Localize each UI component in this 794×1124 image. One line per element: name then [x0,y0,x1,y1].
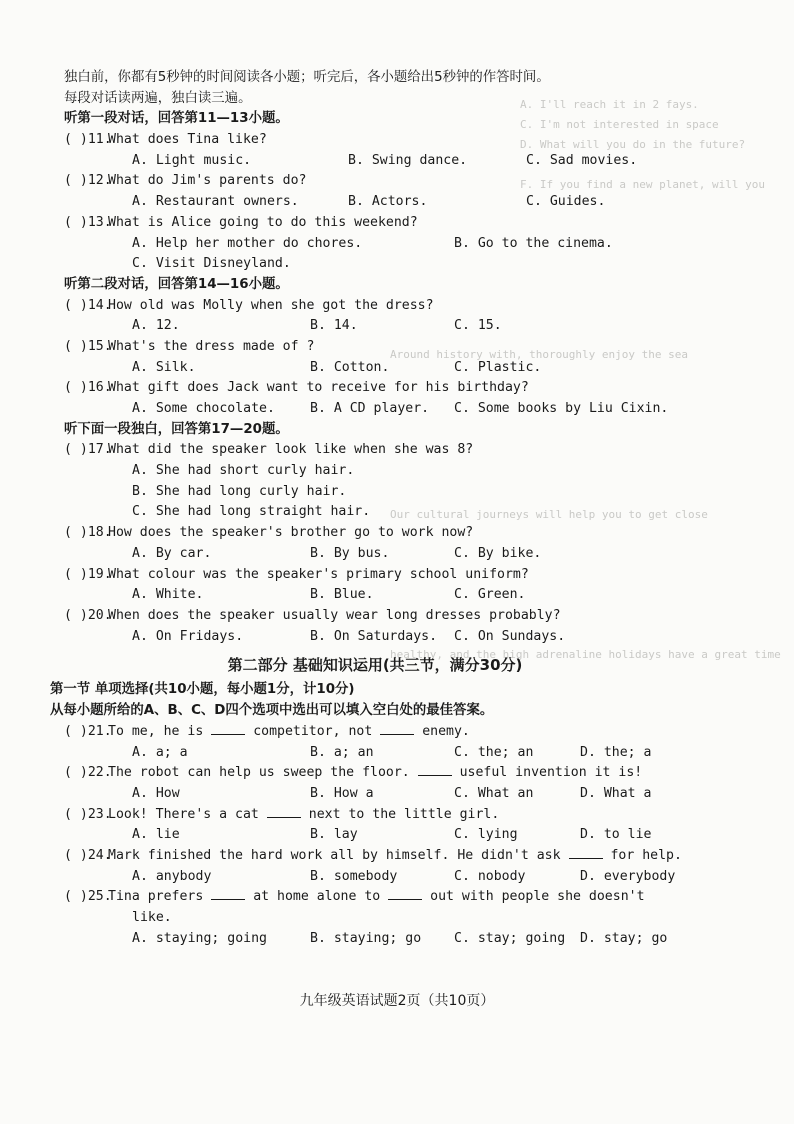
question-14: ( )14. How old was Molly when she got the dress? [64,297,434,313]
bleed-through-text: Around history with, thoroughly enjoy the sea [390,348,689,361]
options-16: A. Some chocolate. B. A CD player. C. Some books by Liu Cixin. [132,401,669,416]
question-21: ( )21. To me, he is competitor, not enemy. [64,723,470,739]
question-20: ( )20. When does the speaker usually wear long dresses probably? [64,607,561,623]
bleed-through-text: A. I'll reach it in 2 fays. [520,98,699,111]
question-17: ( )17. What did the speaker look like when she was 8? [64,442,474,458]
options-25: A. staying; going B. staying; go C. stay; going D. stay; go [132,930,668,946]
bleed-through-text: D. What will you do in the future? [520,138,746,151]
part-2-title: 第二部分 基础知识运用(共三节，满分30分) [227,656,523,675]
options-11: A. Light music. B. Swing dance. C. Sad movies. [132,152,638,168]
answer-blank [569,846,603,859]
question-25: ( )25. Tina prefers at home alone to out with people she doesn't [64,889,645,905]
question-18: ( )18. How does the speaker's brother go to work now? [64,525,474,541]
answer-blank [380,722,414,735]
listening-heading-3: 听下面一段独白，回答第17—20题。 [64,421,289,437]
question-25-cont: like. [132,910,172,926]
question-19: ( )19. What colour was the speaker's primary school uniform? [64,566,529,582]
question-13: ( )13. What is Alice going to do this weekend? [64,214,418,230]
answer-blank [418,763,452,776]
options-15: A. Silk. B. Cotton. C. Plastic. [132,359,542,375]
question-11: ( )11. What does Tina like? [64,132,267,148]
options-24: A. anybody B. somebody C. nobody D. everybody [132,868,676,884]
question-23: ( )23. Look! There's a cat next to the little girl. [64,806,500,822]
intro-line-2: 每段对话读两遍，独白读三遍。 [64,90,252,106]
bleed-through-text: Our cultural journeys will help you to get close [390,508,708,521]
options-23: A. lie B. lay C. lying D. to lie [132,827,652,843]
question-12: ( )12. What do Jim's parents do? [64,173,307,189]
option-17-c: C. She had long straight hair. [132,504,371,520]
answer-blank [388,887,422,900]
question-16: ( )16. What gift does Jack want to receive for his birthday? [64,380,529,396]
options-14: A. 12. B. 14. C. 15. [132,318,502,334]
section-1-title: 第一节 单项选择(共10小题，每小题1分，计10分) [50,682,355,698]
answer-blank [211,887,245,900]
options-18: A. By car. B. By bus. C. By bike. [132,545,542,561]
section-1-instruction: 从每小题所给的A、B、C、D四个选项中选出可以填入空白处的最佳答案。 [50,703,494,719]
bleed-through-text: healthy, and the high adrenaline holidays have a great time [390,648,781,661]
bleed-through-text: F. If you find a new planet, will you [520,178,766,191]
answer-blank [211,722,245,735]
intro-line-1: 独白前，你都有5秒钟的时间阅读各小题；听完后，各小题给出5秒钟的作答时间。 [64,70,550,85]
options-12: A. Restaurant owners. B. Actors. C. Guides. [132,194,606,210]
bleed-through-text: C. I'm not interested in space [520,118,719,131]
listening-heading-2: 听第二段对话，回答第14—16小题。 [64,276,289,292]
options-20: A. On Fridays. B. On Saturdays. C. On Sundays. [132,628,566,644]
exam-content [50,68,700,950]
question-15: ( )15. What's the dress made of ? [64,338,315,354]
option-17-b: B. She had long curly hair. [132,483,347,499]
question-24: ( )24. Mark finished the hard work all by himself. He didn't ask for help. [64,848,682,864]
options-13: A. Help her mother do chores. B. Go to the cinema. [132,235,613,251]
page-footer: 九年级英语试题2页（共10页） [299,993,495,1009]
option-17-a: A. She had short curly hair. [132,463,355,479]
options-22: A. How B. How a C. What an D. What a [132,786,652,801]
listening-heading-1: 听第一段对话，回答第11—13小题。 [64,111,289,127]
options-13-cont: C. Visit Disneyland. [132,256,291,272]
options-19: A. White. B. Blue. C. Green. [132,587,526,603]
question-22: ( )22. The robot can help us sweep the floor. useful invention it is! [64,765,643,781]
answer-blank [267,805,301,818]
options-21: A. a; a B. a; an C. the; an D. the; a [132,744,652,760]
